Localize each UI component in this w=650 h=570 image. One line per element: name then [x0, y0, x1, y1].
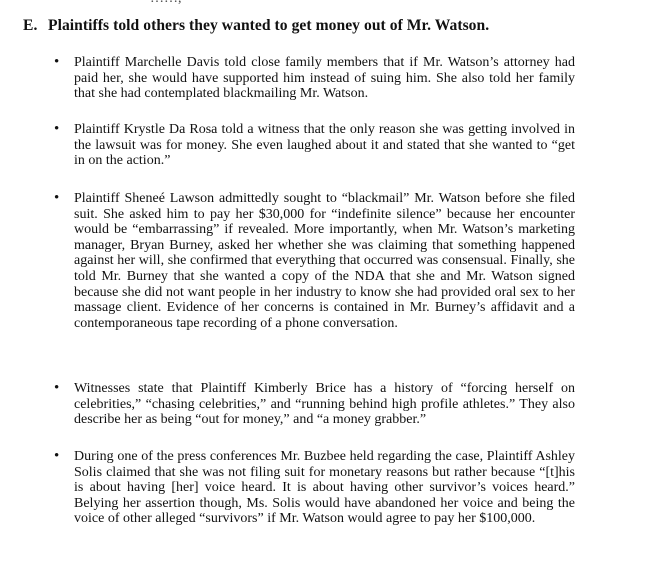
bullet-icon: • [54, 54, 60, 70]
section-letter: E. [23, 17, 38, 34]
bullet-text: Plaintiff Krystle Da Rosa told a witness that the only reason she was getting involved in the lawsuit was for money. She even laughed about it and stated that she wanted to “get in on the action.” [74, 122, 575, 169]
bullet-text: Witnesses state that Plaintiff Kimberly Brice has a history of “forcing herself on celebrities,” “chasing celebrities,” and “running behind high profile athletes.” They also describe her as being “out for money,” and “a money grabber.” [74, 381, 575, 428]
bullet-text: Plaintiff Sheneé Lawson admittedly sought to “blackmail” Mr. Watson before she filed suit. She asked him to pay her $30,000 for “indefinite silence” because her encounter would be “embarrassing” if revealed. More importantly, when Mr. Watson’s marketing manager, Bryan Burney, asked her whether she was claiming that something happened against her will, she confirmed that everything that occurred was consensual. Finally, she told Mr. Burney that she wanted a copy of the NDA that she and Mr. Watson signed because she did not want people in her industry to know she had provided oral sex to her massage client. Evidence of her concerns is contained in Mr. Burney’s affidavit and a contemporaneous tape recording of a phone conversation. [74, 191, 575, 331]
section-title: Plaintiffs told others they wanted to get money out of Mr. Watson. [48, 17, 490, 34]
bullet-icon: • [54, 448, 60, 464]
bullet-icon: • [54, 380, 60, 396]
section-heading [23, 17, 489, 35]
previous-page-fragment [150, 0, 182, 7]
bullet-icon: • [54, 190, 60, 206]
bullet-text: Plaintiff Marchelle Davis told close family members that if Mr. Watson’s attorney had paid her, she would have supported him instead of suing him. She also told her family that she had contemplated blackmailing Mr. Watson. [74, 55, 575, 102]
bullet-icon: • [54, 121, 60, 137]
bullet-text: During one of the press conferences Mr. Buzbee held regarding the case, Plaintiff Ashley Solis claimed that she was not filing suit for monetary reasons but rather because “[t]his is about having [her] voice heard. It is about having other survivor’s voices heard.” Belying her assertion though, Ms. Solis would have abandoned her voice and being the voice of other alleged “survivors” if Mr. Watson would agree to pay her $100,000. [74, 449, 575, 527]
